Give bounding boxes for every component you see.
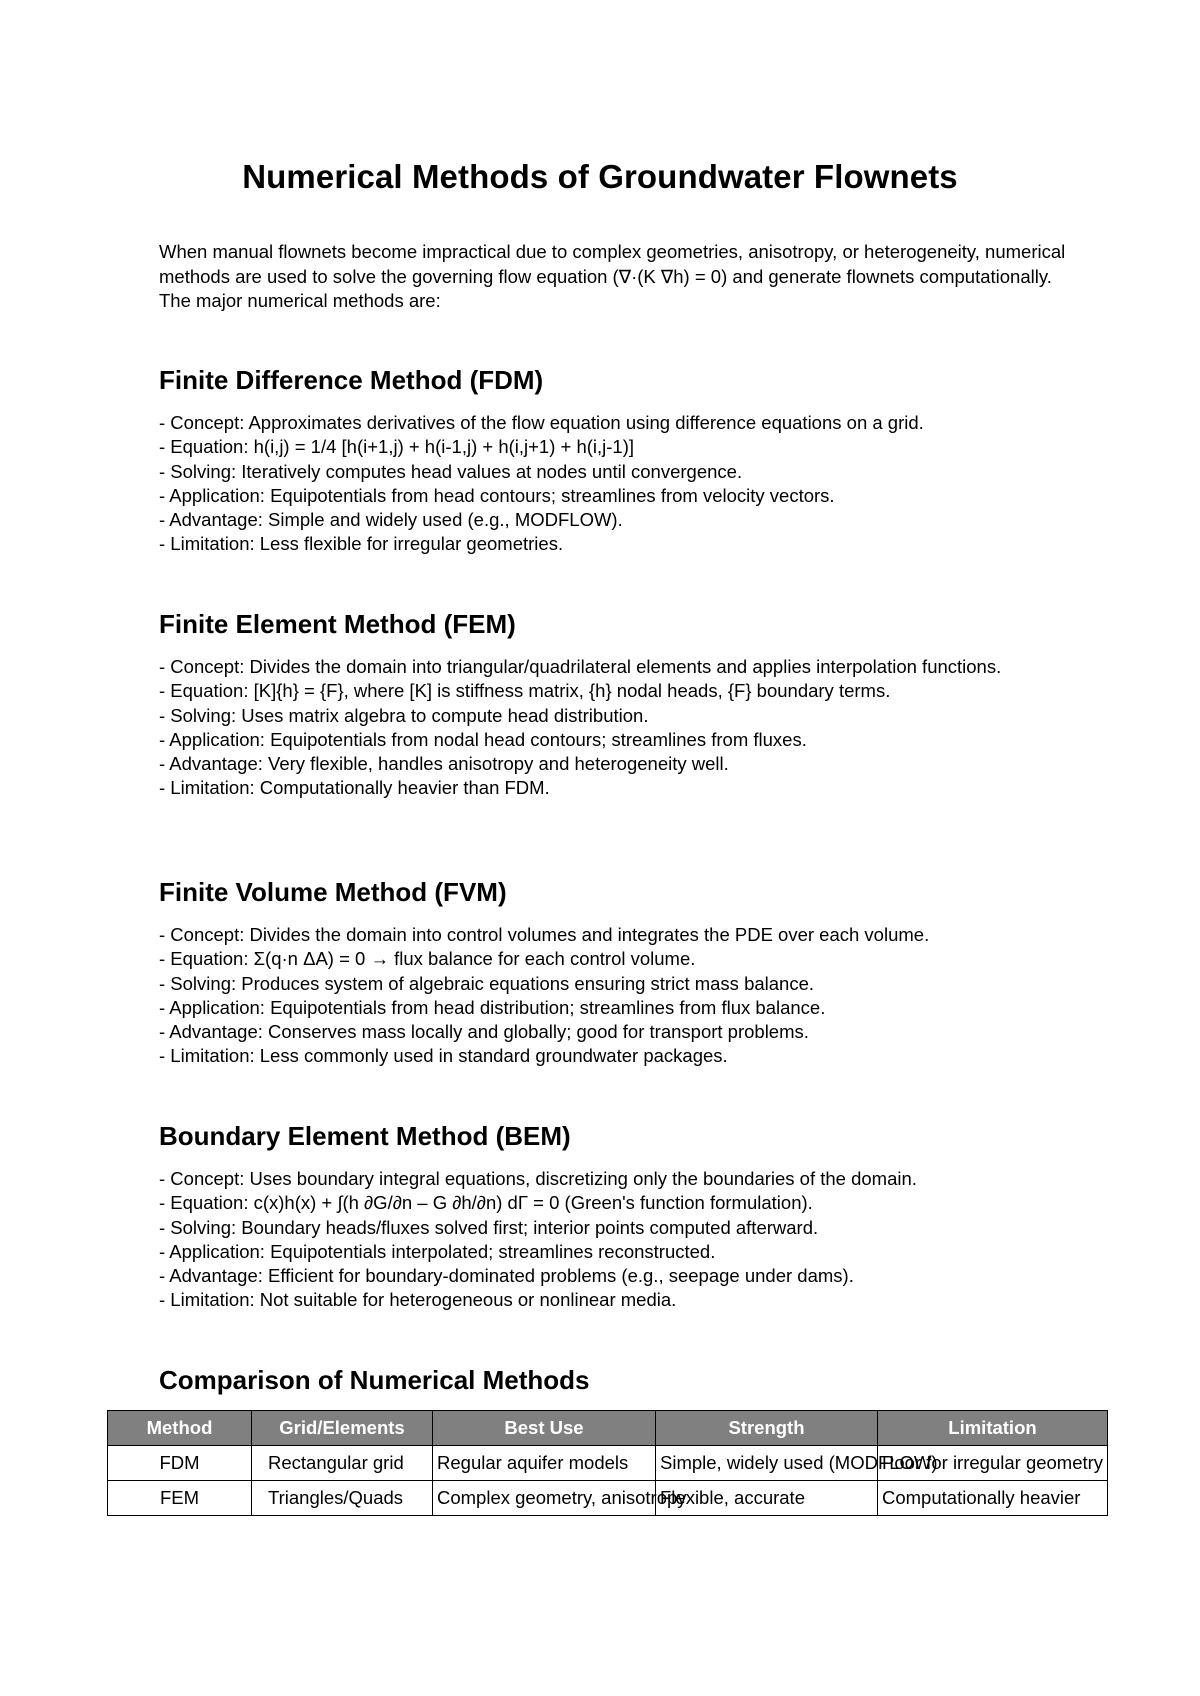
table-cell: FEM: [108, 1481, 252, 1516]
list-item: - Equation: c(x)h(x) + ∫(h ∂G/∂n – G ∂h/∂n) dΓ = 0 (Green's function formulation).: [159, 1192, 813, 1214]
table-row: [108, 1446, 1108, 1481]
list-item: - Limitation: Not suitable for heterogeneous or nonlinear media.: [159, 1289, 677, 1311]
column-header-grid-elements: Grid/Elements: [252, 1411, 433, 1446]
column-header-limitation: Limitation: [878, 1411, 1108, 1446]
section-fem: [159, 609, 1089, 801]
list-item: - Limitation: Less commonly used in standard groundwater packages.: [159, 1045, 728, 1067]
list-item: - Equation: h(i,j) = 1/4 [h(i+1,j) + h(i-1,j) + h(i,j+1) + h(i,j-1)]: [159, 436, 635, 458]
list-item: - Limitation: Less flexible for irregular geometries.: [159, 533, 564, 555]
table-row: [108, 1481, 1108, 1516]
list-item: - Application: Equipotentials from nodal head contours; streamlines from fluxes.: [159, 728, 807, 750]
bullet-list: [159, 1167, 1089, 1313]
table-header-row: [108, 1411, 1108, 1446]
list-item: - Solving: Boundary heads/fluxes solved first; interior points computed afterward.: [159, 1216, 819, 1238]
list-item: - Concept: Uses boundary integral equations, discretizing only the boundaries of the domain.: [159, 1168, 917, 1189]
list-item: - Solving: Uses matrix algebra to compute head distribution.: [159, 704, 649, 726]
table-cell: FDM: [108, 1446, 252, 1481]
table-cell: Triangles/Quads: [252, 1481, 433, 1516]
table-cell: Poor for irregular geometry: [878, 1446, 1108, 1481]
section-heading: Finite Element Method (FEM): [159, 609, 516, 639]
table-cell: Rectangular grid: [252, 1446, 433, 1481]
section-heading: Finite Volume Method (FVM): [159, 877, 507, 907]
list-item: - Advantage: Very flexible, handles anisotropy and heterogeneity well.: [159, 753, 729, 775]
table-cell: Flexible, accurate: [656, 1481, 878, 1516]
section-bem: [159, 1121, 1089, 1313]
list-item: - Concept: Divides the domain into triangular/quadrilateral elements and applies interpolation functions.: [159, 656, 1002, 677]
bullet-list: [159, 655, 1089, 801]
page-title: Numerical Methods of Groundwater Flownets: [242, 158, 958, 195]
list-item: - Equation: Σ(q·n ΔA) = 0 → flux balance for each control volume.: [159, 948, 696, 970]
table-cell: Complex geometry, anisotropy: [433, 1481, 656, 1516]
table-cell: Simple, widely used (MODFLOW): [656, 1446, 878, 1481]
list-item: - Equation: [K]{h} = {F}, where [K] is stiffness matrix, {h} nodal heads, {F} boundary terms.: [159, 680, 891, 702]
list-item: - Application: Equipotentials from head distribution; streamlines from flux balance.: [159, 996, 826, 1018]
list-item: - Concept: Approximates derivatives of the flow equation using difference equations on a grid.: [159, 412, 924, 433]
section-heading: Boundary Element Method (BEM): [159, 1121, 571, 1151]
column-header-best-use: Best Use: [433, 1411, 656, 1446]
section-fdm: [159, 365, 1089, 557]
comparison-heading: Comparison of Numerical Methods: [159, 1365, 590, 1395]
intro-paragraph: When manual flownets become impractical due to complex geometries, anisotropy, or heterogeneity, numerical methods are used to solve the governing flow equation (∇·(K ∇h) = 0) and generate flownets computationally. The major numerical methods are:: [159, 241, 1066, 311]
column-header-method: Method: [108, 1411, 252, 1446]
section-heading: Finite Difference Method (FDM): [159, 365, 544, 395]
list-item: - Advantage: Efficient for boundary-dominated problems (e.g., seepage under dams).: [159, 1265, 854, 1287]
comparison-table: [107, 1410, 1108, 1516]
list-item: - Solving: Iteratively computes head values at nodes until convergence.: [159, 460, 743, 482]
list-item: - Application: Equipotentials interpolated; streamlines reconstructed.: [159, 1240, 716, 1262]
list-item: - Solving: Produces system of algebraic equations ensuring strict mass balance.: [159, 972, 815, 994]
list-item: - Advantage: Simple and widely used (e.g., MODFLOW).: [159, 509, 623, 531]
column-header-strength: Strength: [656, 1411, 878, 1446]
bullet-list: [159, 923, 1089, 1069]
table-cell: Regular aquifer models: [433, 1446, 656, 1481]
list-item: - Concept: Divides the domain into control volumes and integrates the PDE over each volume.: [159, 924, 930, 945]
list-item: - Limitation: Computationally heavier than FDM.: [159, 777, 550, 799]
section-fvm: [159, 877, 1089, 1069]
bullet-list: [159, 411, 1089, 557]
list-item: - Advantage: Conserves mass locally and globally; good for transport problems.: [159, 1021, 809, 1043]
table-cell: Computationally heavier: [878, 1481, 1108, 1516]
list-item: - Application: Equipotentials from head contours; streamlines from velocity vectors.: [159, 484, 835, 506]
